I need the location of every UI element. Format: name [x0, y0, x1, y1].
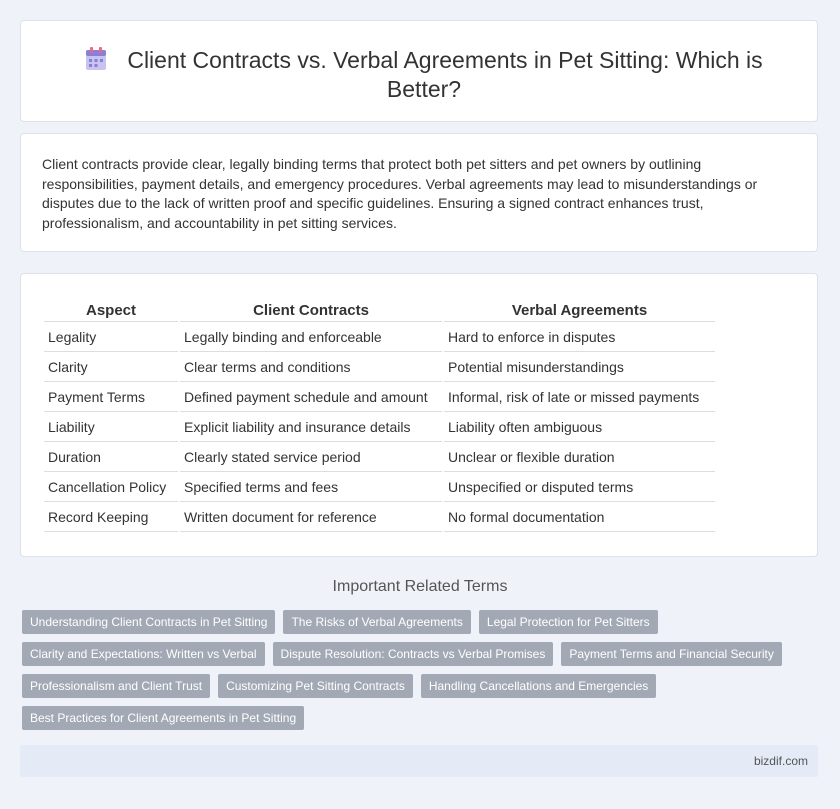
- related-term-tag[interactable]: The Risks of Verbal Agreements: [283, 610, 470, 634]
- page-title: [61, 46, 787, 104]
- table-cell: Record Keeping: [44, 502, 178, 532]
- table-cell: Payment Terms: [44, 382, 178, 412]
- intro-card: [20, 133, 818, 252]
- comparison-card: [20, 273, 818, 557]
- table-cell: Defined payment schedule and amount: [180, 382, 442, 412]
- table-cell: Specified terms and fees: [180, 472, 442, 502]
- tag-row: [22, 674, 812, 698]
- table-cell: Unspecified or disputed terms: [444, 472, 715, 502]
- related-terms-list: [22, 610, 812, 738]
- related-term-tag[interactable]: Clarity and Expectations: Written vs Verbal: [22, 642, 265, 666]
- related-term-tag[interactable]: Customizing Pet Sitting Contracts: [218, 674, 413, 698]
- related-term-tag[interactable]: Understanding Client Contracts in Pet Sitting: [22, 610, 275, 634]
- related-terms-heading: Important Related Terms: [332, 578, 508, 595]
- related-term-tag[interactable]: Payment Terms and Financial Security: [561, 642, 782, 666]
- related-term-tag[interactable]: Professionalism and Client Trust: [22, 674, 210, 698]
- intro-paragraph: Client contracts provide clear, legally binding terms that protect both pet sitters and pet owners by outlining responsibilities, payment details, and emergency procedures. Verbal agreements may lead to misunderstandings or disputes due to the lack of written proof and specific guidelines. Ensuring a signed contract enhances trust, professionalism, and accountability in pet sitting services.: [42, 156, 758, 231]
- table-cell: No formal documentation: [444, 502, 715, 532]
- table-row: [44, 442, 715, 472]
- title-card: [20, 20, 818, 122]
- table-row: [44, 382, 715, 412]
- table-cell: Cancellation Policy: [44, 472, 178, 502]
- table-cell: Clearly stated service period: [180, 442, 442, 472]
- table-cell: Liability often ambiguous: [444, 412, 715, 442]
- table-row: [44, 412, 715, 442]
- header-verbal-agreements: Verbal Agreements: [444, 296, 715, 322]
- header-client-contracts: Client Contracts: [180, 296, 442, 322]
- page-title-text: Client Contracts vs. Verbal Agreements in Pet Sitting: Which is Better?: [127, 47, 763, 102]
- related-term-tag[interactable]: Handling Cancellations and Emergencies: [421, 674, 656, 698]
- tag-row: [22, 610, 812, 634]
- table-cell: Potential misunderstandings: [444, 352, 715, 382]
- table-cell: Duration: [44, 442, 178, 472]
- table-row: [44, 472, 715, 502]
- calendar-icon: [85, 47, 107, 71]
- table-row: [44, 322, 715, 352]
- table-cell: Clear terms and conditions: [180, 352, 442, 382]
- header-aspect: Aspect: [44, 296, 178, 322]
- table-cell: Informal, risk of late or missed payments: [444, 382, 715, 412]
- footer-site-link[interactable]: bizdif.com: [753, 754, 808, 768]
- tag-row: [22, 706, 812, 730]
- table-header-row: [44, 296, 715, 322]
- table-cell: Legally binding and enforceable: [180, 322, 442, 352]
- table-cell: Clarity: [44, 352, 178, 382]
- table-row: [44, 352, 715, 382]
- table-cell: Explicit liability and insurance details: [180, 412, 442, 442]
- table-cell: Written document for reference: [180, 502, 442, 532]
- comparison-table: [42, 296, 717, 532]
- footer: [20, 745, 818, 777]
- table-row: [44, 502, 715, 532]
- related-term-tag[interactable]: Dispute Resolution: Contracts vs Verbal Promises: [273, 642, 554, 666]
- table-cell: Unclear or flexible duration: [444, 442, 715, 472]
- table-cell: Hard to enforce in disputes: [444, 322, 715, 352]
- related-term-tag[interactable]: Best Practices for Client Agreements in Pet Sitting: [22, 706, 304, 730]
- related-term-tag[interactable]: Legal Protection for Pet Sitters: [479, 610, 658, 634]
- tag-row: [22, 642, 812, 666]
- table-cell: Legality: [44, 322, 178, 352]
- table-cell: Liability: [44, 412, 178, 442]
